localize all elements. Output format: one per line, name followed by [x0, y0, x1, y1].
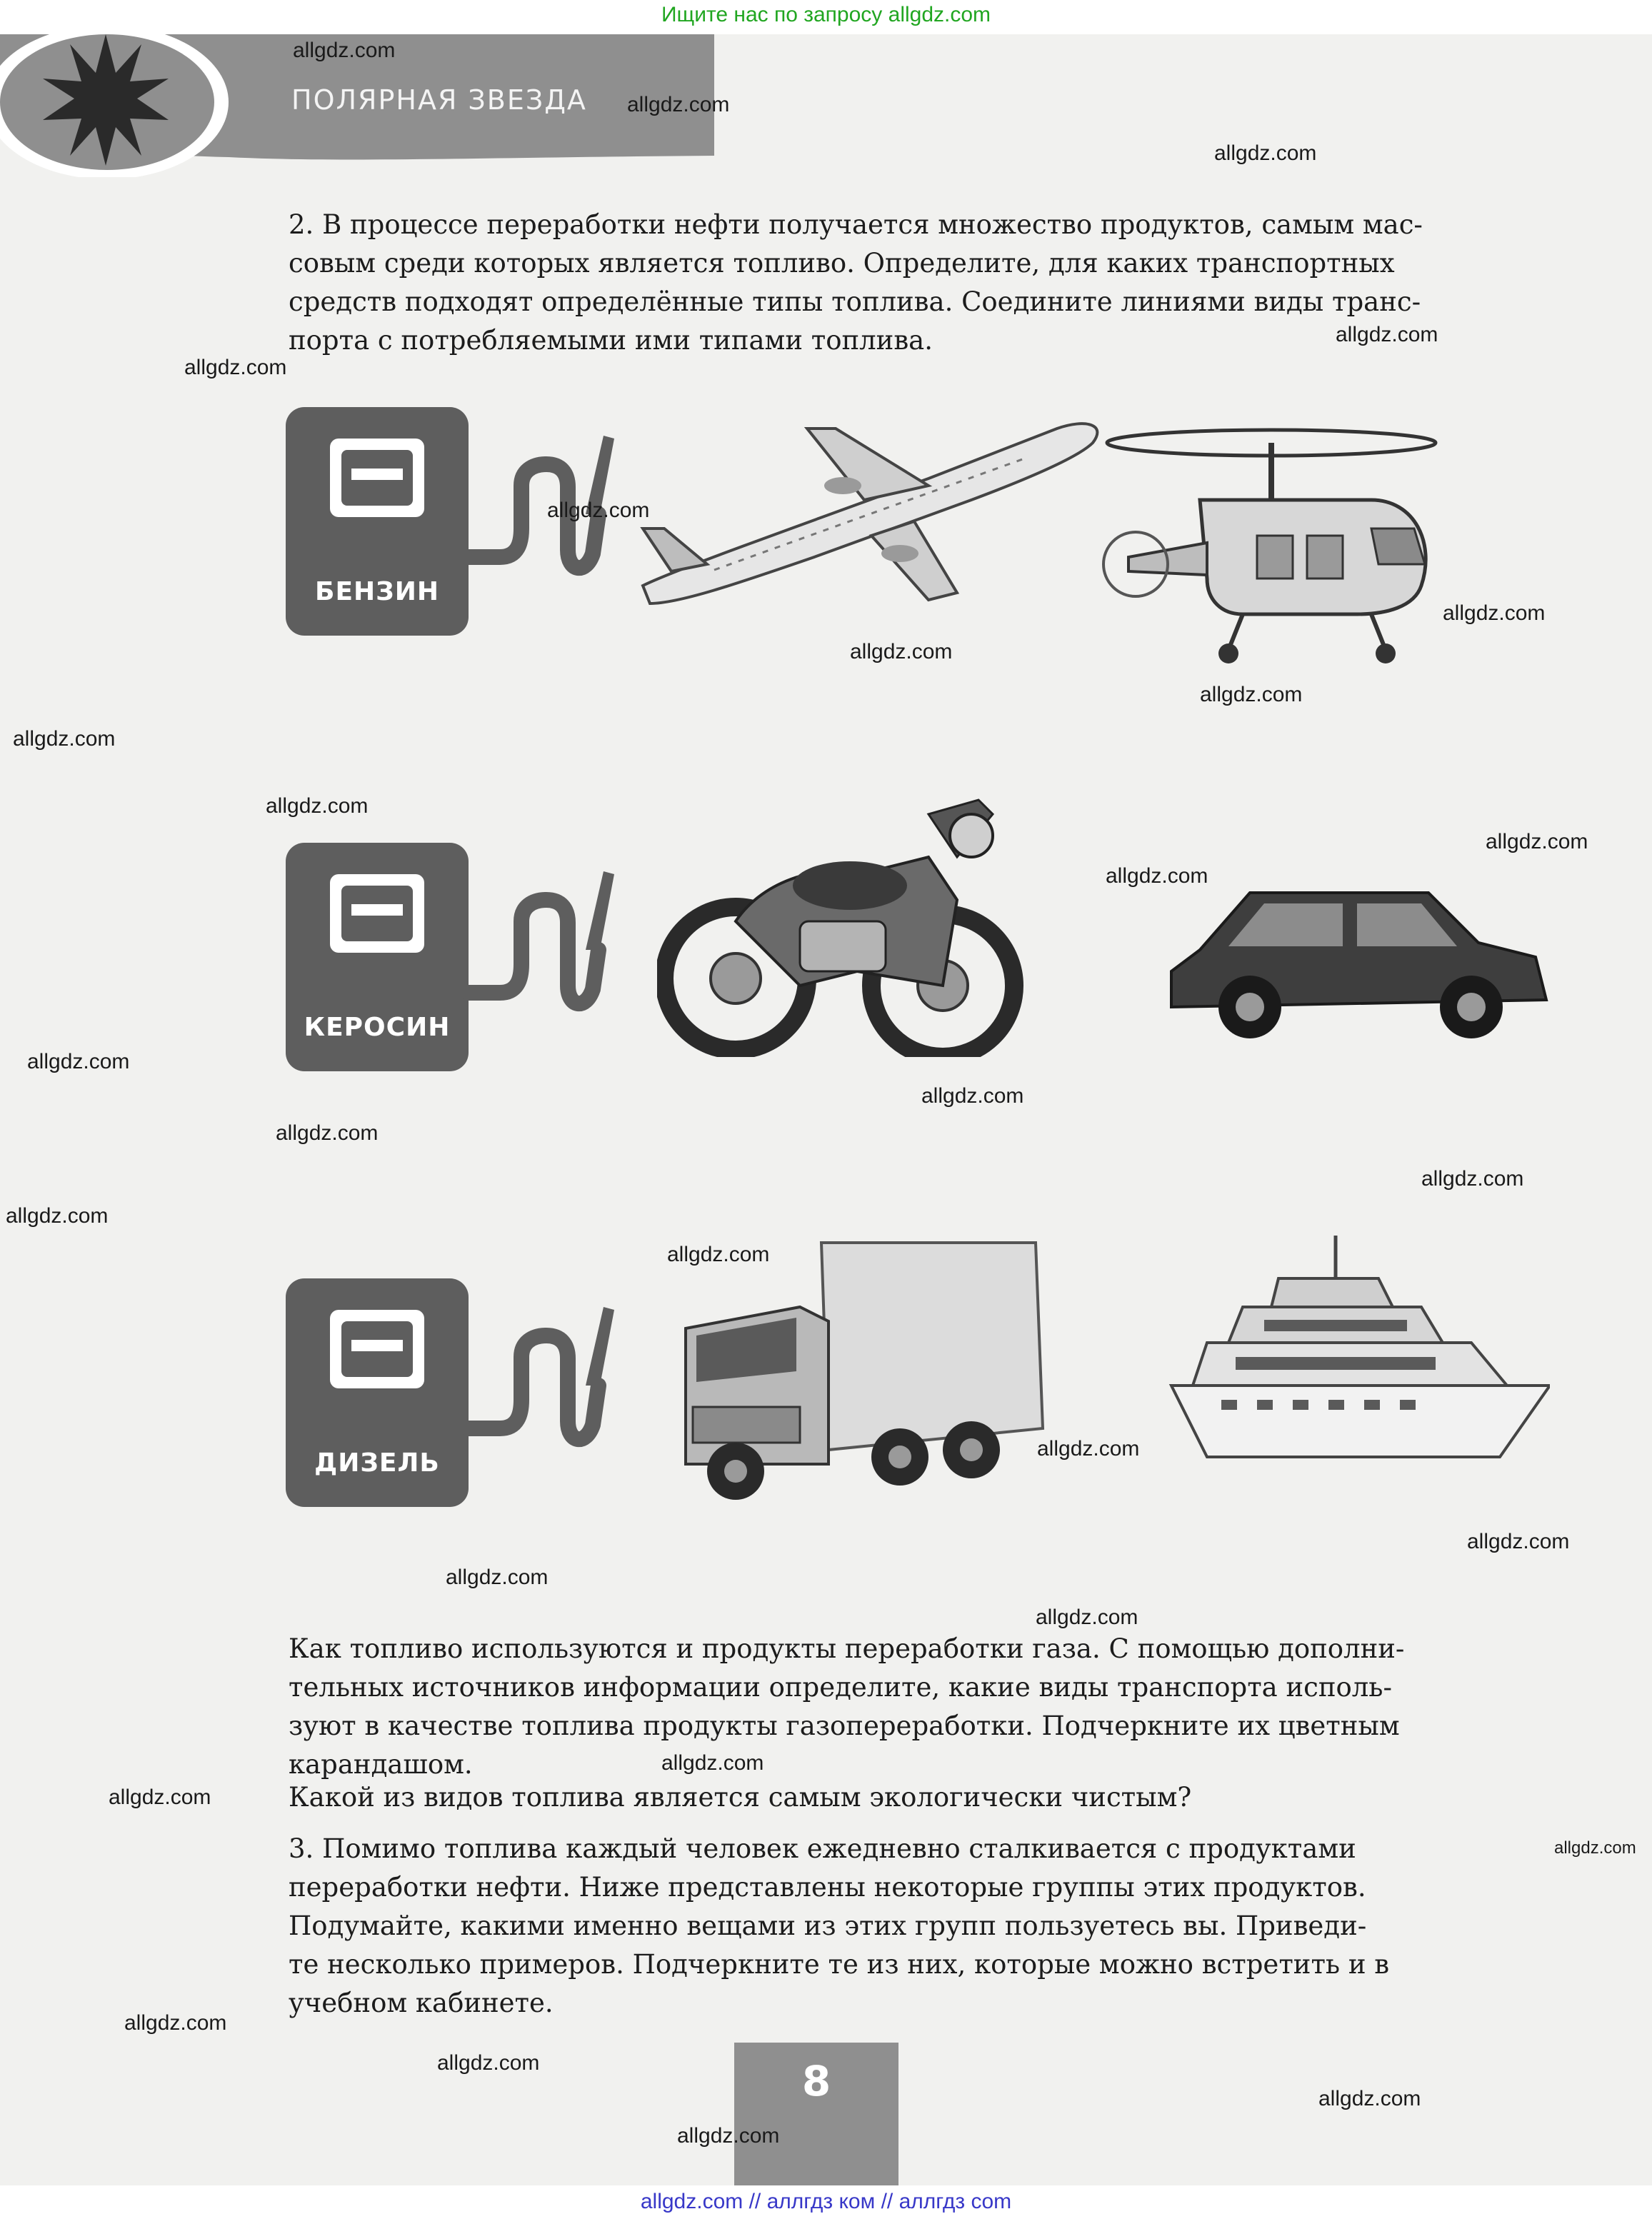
watermark: allgdz.com [1106, 864, 1208, 888]
task3-line: те несколько примеров. Подчеркните те из них, которые можно встретить и в [289, 1949, 1390, 1980]
gas-paragraph-line: карандашом. [289, 1749, 473, 1780]
watermark: allgdz.com [1037, 1437, 1140, 1461]
watermark: allgdz.com [293, 39, 396, 62]
eco-question-text: Какой из видов топлива является самым экологически чистым? [289, 1782, 1192, 1813]
watermark: allgdz.com [547, 499, 650, 522]
watermark: allgdz.com [437, 2051, 540, 2075]
top-banner-text[interactable]: Ищите нас по запросу allgdz.com [661, 3, 991, 26]
ship-icon [1164, 1228, 1550, 1471]
watermark: allgdz.com [667, 1243, 770, 1266]
watermark: allgdz.com [6, 1204, 109, 1228]
watermark: allgdz.com [124, 2011, 227, 2035]
task2-line: средств подходят определённые типы топлива. Соедините линиями виды транс- [289, 286, 1421, 317]
watermark: allgdz.com [1036, 1606, 1138, 1629]
fuel-label: БЕНЗИН [315, 577, 439, 606]
header-band [0, 34, 1652, 177]
gas-paragraph [289, 1630, 1551, 1784]
helicopter-icon [1100, 414, 1471, 671]
motorcycle-icon [657, 786, 1028, 1057]
fuel-pump-kerosin [286, 843, 614, 1071]
car-icon [1157, 871, 1557, 1050]
watermark: allgdz.com [184, 356, 287, 379]
task2-line: порта с потребляемыми ими типами топлива. [289, 325, 933, 356]
watermark: allgdz.com [1554, 1838, 1636, 1858]
watermark: allgdz.com [1336, 323, 1438, 346]
task2-line: 2. В процессе переработки нефти получается множество продуктов, самым мас- [289, 209, 1423, 240]
watermark: allgdz.com [1443, 601, 1546, 625]
gas-paragraph-line: зуют в качестве топлива продукты газопереработки. Подчеркните их цветным [289, 1710, 1400, 1741]
task3-line: переработки нефти. Ниже представлены некоторые группы этих продуктов. [289, 1872, 1366, 1903]
fuel-pump-dizel [286, 1278, 614, 1507]
watermark: allgdz.com [109, 1785, 211, 1809]
watermark: allgdz.com [1421, 1167, 1524, 1191]
gas-paragraph-line: тельных источников информации определите, какие виды транспорта исполь- [289, 1672, 1392, 1703]
task2-line: совым среди которых является топливо. Определите, для каких транспортных [289, 248, 1395, 279]
watermark: allgdz.com [1486, 830, 1588, 853]
watermark: allgdz.com [661, 1751, 764, 1775]
watermark: allgdz.com [627, 93, 730, 116]
watermark: allgdz.com [1467, 1530, 1570, 1553]
task3-line: Подумайте, какими именно вещами из этих групп пользуетесь вы. Приведи- [289, 1910, 1367, 1941]
watermark: allgdz.com [27, 1050, 130, 1073]
watermark: allgdz.com [446, 1566, 549, 1589]
watermark: allgdz.com [921, 1084, 1024, 1108]
eco-question [289, 1778, 1551, 1817]
airplane-icon [629, 400, 1114, 614]
task3-line: учебном кабинете. [289, 1988, 554, 2018]
watermark: allgdz.com [13, 727, 116, 751]
fuel-label: КЕРОСИН [304, 1013, 451, 1042]
fuel-label: ДИЗЕЛЬ [314, 1448, 440, 1478]
task3-line: 3. Помимо топлива каждый человек ежедневно сталкивается с продуктами [289, 1833, 1356, 1864]
watermark: allgdz.com [276, 1121, 379, 1145]
truck-icon [664, 1228, 1050, 1514]
watermark: allgdz.com [1214, 141, 1317, 165]
watermark: allgdz.com [1200, 683, 1303, 706]
task3-text [289, 1830, 1551, 2023]
watermark: allgdz.com [266, 794, 369, 818]
watermark: allgdz.com [850, 640, 953, 663]
watermark: allgdz.com [677, 2124, 780, 2148]
series-title: ПОЛЯРНАЯ ЗВЕЗДА [291, 84, 587, 116]
page-number: 8 [801, 2057, 831, 2105]
watermark: allgdz.com [1318, 2087, 1421, 2110]
gas-paragraph-line: Как топливо используются и продукты переработки газа. С помощью дополни- [289, 1633, 1405, 1664]
bottom-banner-text[interactable]: allgdz.com // аллгдз ком // аллгдз com [640, 2190, 1012, 2213]
